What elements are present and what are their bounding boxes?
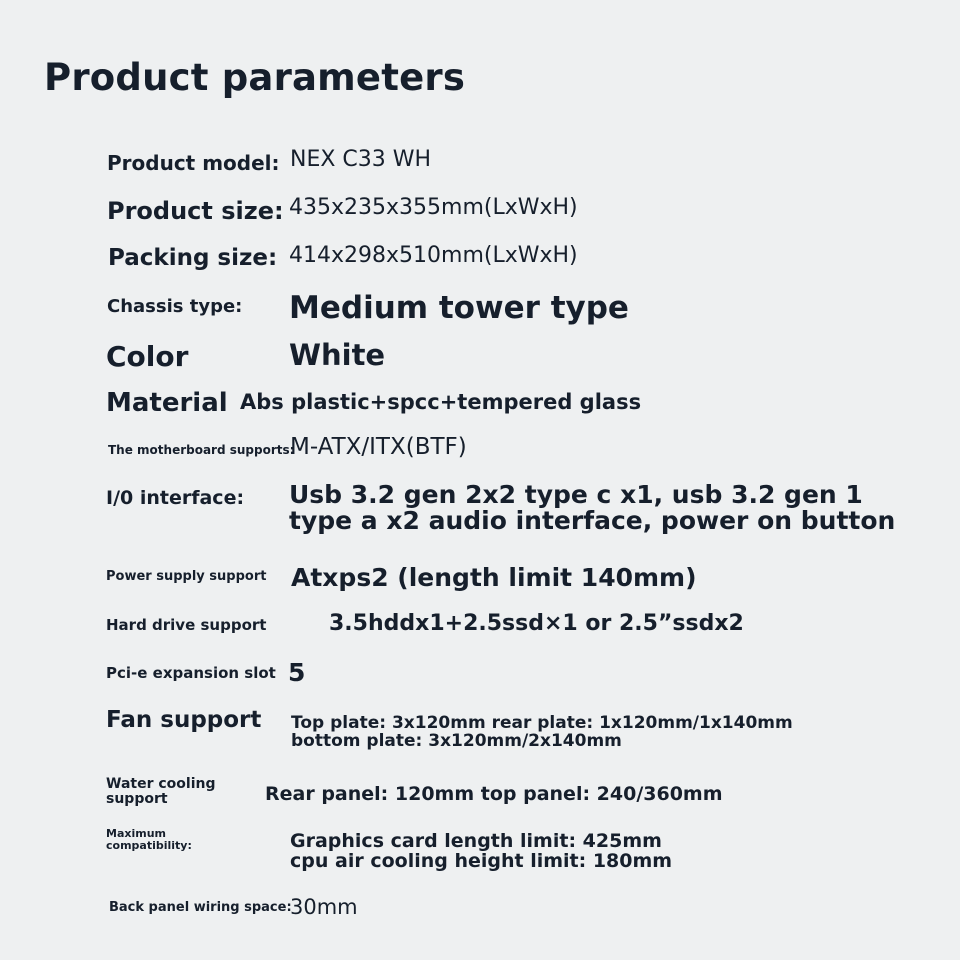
hard-drive-label: Hard drive support <box>106 616 267 634</box>
max-compat-value-line1: Graphics card length limit: 425mm <box>290 830 662 852</box>
power-supply-label: Power supply support <box>106 569 267 584</box>
io-interface-value-line2: type a x2 audio interface, power on button <box>289 506 896 536</box>
max-compat-label-line1: Maximum <box>106 827 166 840</box>
io-interface-label: I/0 interface: <box>106 487 245 509</box>
pcie-slot-value: 5 <box>288 658 306 687</box>
water-cooling-value: Rear panel: 120mm top panel: 240/360mm <box>265 783 723 805</box>
max-compat-value-line2: cpu air cooling height limit: 180mm <box>290 849 673 872</box>
max-compat-label <box>106 828 192 852</box>
chassis-type-label: Chassis type: <box>107 296 243 317</box>
packing-size-label: Packing size: <box>108 245 278 271</box>
max-compat-value <box>290 832 672 872</box>
motherboard-value: M-ATX/ITX(BTF) <box>290 434 467 460</box>
fan-support-value-line2: bottom plate: 3x120mm/2x140mm <box>291 730 622 751</box>
io-interface-value <box>289 482 895 535</box>
page-title: Product parameters <box>44 56 466 99</box>
water-cooling-label <box>106 777 215 806</box>
water-cooling-label-line2: support <box>106 790 168 807</box>
hard-drive-value: 3.5hddx1+2.5ssd×1 or 2.5”ssdx2 <box>329 611 744 636</box>
product-model-label: Product model: <box>107 151 280 175</box>
power-supply-value: Atxps2 (length limit 140mm) <box>291 563 697 592</box>
fan-support-value-line1: Top plate: 3x120mm rear plate: 1x120mm/1x140mm <box>291 713 793 733</box>
wiring-space-value: 30mm <box>290 895 358 919</box>
fan-support-label: Fan support <box>106 707 262 733</box>
pcie-slot-label: Pci-e expansion slot <box>106 664 276 682</box>
product-size-label: Product size: <box>107 197 284 225</box>
water-cooling-label-line1: Water cooling <box>106 776 216 792</box>
material-label: Material <box>106 388 228 418</box>
wiring-space-label: Back panel wiring space: <box>109 900 292 915</box>
chassis-type-value: Medium tower type <box>289 290 629 326</box>
max-compat-label-line2: compatibility: <box>106 839 192 853</box>
motherboard-label: The motherboard supports: <box>108 443 295 457</box>
color-label: Color <box>106 340 189 373</box>
material-value: Abs plastic+spcc+tempered glass <box>240 390 642 414</box>
io-interface-value-line1: Usb 3.2 gen 2x2 type c x1, usb 3.2 gen 1 <box>289 480 863 509</box>
packing-size-value: 414x298x510mm(LxWxH) <box>289 243 578 268</box>
color-value: White <box>289 338 386 372</box>
fan-support-value <box>291 715 793 751</box>
product-model-value: NEX C33 WH <box>290 147 432 172</box>
product-size-value: 435x235x355mm(LxWxH) <box>289 195 578 220</box>
